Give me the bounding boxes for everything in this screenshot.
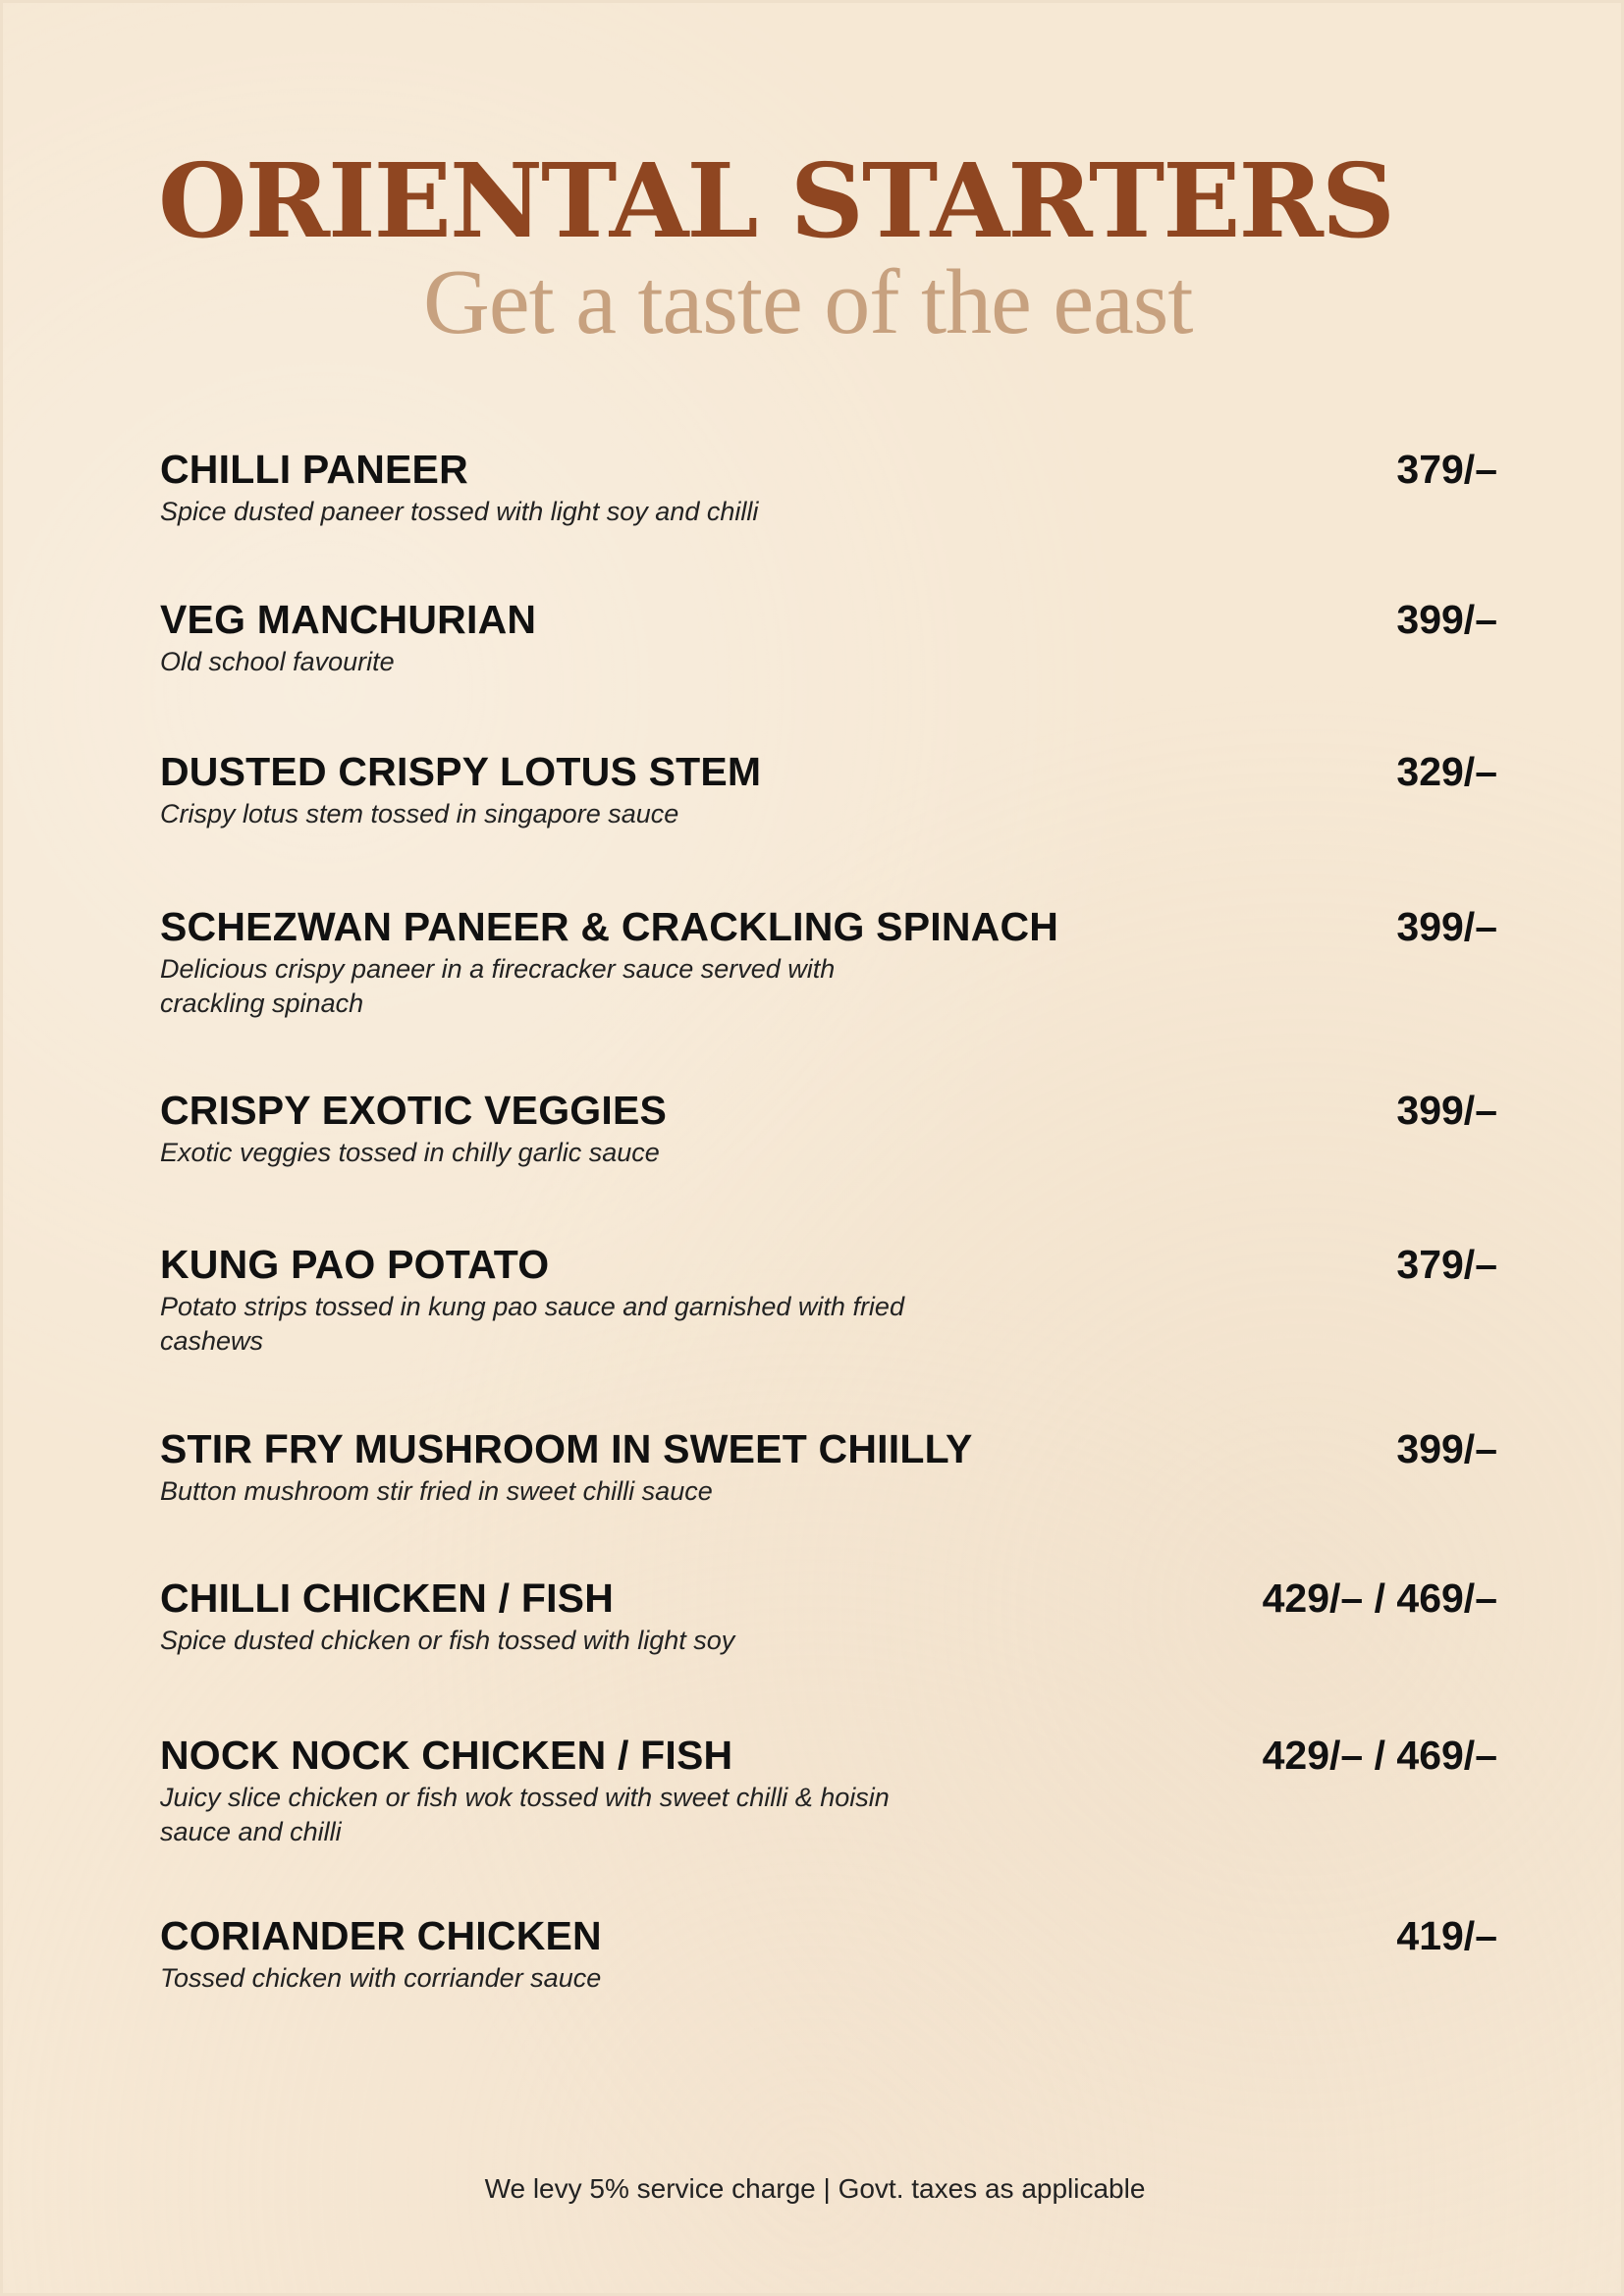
menu-item-chilli-paneer — [160, 447, 1497, 529]
menu-item-veg-manchurian — [160, 597, 1497, 679]
item-price: 429/– / 469/– — [1262, 1575, 1497, 1621]
menu-item-coriander-chicken — [160, 1913, 1497, 1996]
item-name: CHILLI PANEER — [160, 447, 468, 492]
item-name: CRISPY EXOTIC VEGGIES — [160, 1088, 668, 1133]
item-name: CORIANDER CHICKEN — [160, 1913, 602, 1958]
item-price: 329/– — [1396, 749, 1497, 794]
menu-subtitle: Get a taste of the east — [423, 251, 1193, 353]
menu-item-nock-nock-chicken-fish — [160, 1733, 1497, 1848]
item-price: 399/– — [1396, 1088, 1497, 1133]
item-description: Exotic veggies tossed in chilly garlic sauce — [160, 1138, 660, 1168]
item-description: Tossed chicken with corriander sauce — [160, 1963, 602, 1994]
item-price: 379/– — [1396, 447, 1497, 492]
item-description: Juicy slice chicken or fish wok tossed with sweet chilli & hoisin sauce and chilli — [160, 1783, 890, 1846]
menu-item-dusted-crispy-lotus-stem — [160, 749, 1497, 831]
service-charge-note: We levy 5% service charge | Govt. taxes as applicable — [484, 2173, 1146, 2204]
menu-item-crispy-exotic-veggies — [160, 1088, 1497, 1170]
item-name: NOCK NOCK CHICKEN / FISH — [160, 1733, 733, 1778]
menu-item-schezwan-paneer — [160, 904, 1497, 1020]
item-price: 379/– — [1396, 1242, 1497, 1287]
item-name: STIR FRY MUSHROOM IN SWEET CHIILLY — [160, 1426, 973, 1471]
item-price: 399/– — [1396, 1426, 1497, 1471]
item-description: Delicious crispy paneer in a firecracker sauce served with crackling spinach — [160, 954, 836, 1018]
item-description: Potato strips tossed in kung pao sauce and garnished with fried cashews — [160, 1292, 904, 1356]
item-name: DUSTED CRISPY LOTUS STEM — [160, 749, 762, 794]
item-description: Crispy lotus stem tossed in singapore sauce — [160, 799, 679, 829]
item-name: SCHEZWAN PANEER & CRACKLING SPINACH — [160, 904, 1059, 949]
item-name: CHILLI CHICKEN / FISH — [160, 1575, 615, 1621]
item-price: 399/– — [1396, 904, 1497, 949]
item-description: Old school favourite — [160, 647, 395, 677]
item-name: VEG MANCHURIAN — [160, 597, 537, 642]
item-price: 429/– / 469/– — [1262, 1733, 1497, 1778]
item-description: Button mushroom stir fried in sweet chilli sauce — [160, 1476, 713, 1507]
menu-title: ORIENTAL STARTERS — [158, 140, 1394, 261]
menu-item-kung-pao-potato — [160, 1242, 1497, 1358]
item-description: Spice dusted paneer tossed with light soy and chilli — [160, 497, 759, 527]
menu-item-stir-fry-mushroom — [160, 1426, 1497, 1509]
item-name: KUNG PAO POTATO — [160, 1242, 550, 1287]
item-price: 399/– — [1396, 597, 1497, 642]
item-description: Spice dusted chicken or fish tossed with light soy — [160, 1626, 735, 1656]
menu-item-chilli-chicken-fish — [160, 1575, 1497, 1658]
item-price: 419/– — [1396, 1913, 1497, 1958]
